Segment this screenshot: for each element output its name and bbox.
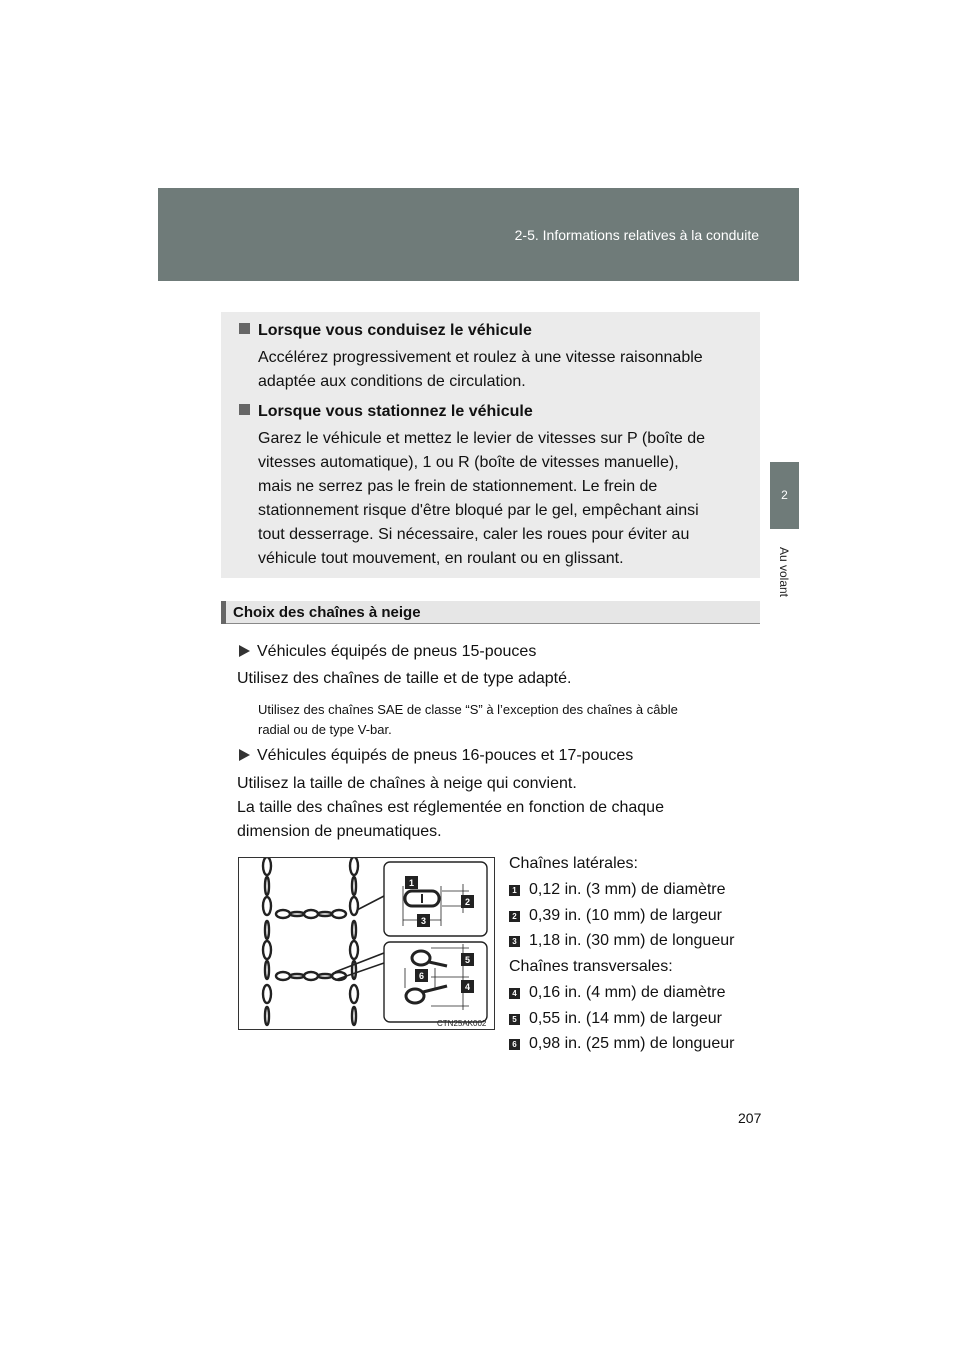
chapter-tab	[770, 462, 799, 529]
note-paragraph: Utilisez des chaînes SAE de classe “S” à l’exception des chaînes à câble radial ou de type V-bar.	[258, 702, 678, 737]
figure-code: CTN25AK002	[437, 1019, 487, 1028]
vehicle-type-bullet: Véhicules équipés de pneus 16-pouces et 17-pouces	[239, 747, 633, 765]
vehicle-type-bullet: Véhicules équipés de pneus 15-pouces	[239, 643, 536, 661]
spec-item: 4 0,16 in. (4 mm) de diamètre	[509, 984, 726, 1002]
page-number: 207	[738, 1110, 762, 1126]
number-badge: 1	[509, 885, 520, 896]
info-item-text: Accélérez progressivement et roulez à une vitesse raisonnable adaptée aux conditions de circulation.	[258, 349, 703, 390]
spec-item: 2 0,39 in. (10 mm) de largeur	[509, 907, 722, 925]
spec-item: 6 0,98 in. (25 mm) de longueur	[509, 1035, 734, 1053]
body-paragraph: La taille des chaînes est réglementée en fonction de chaque dimension de pneumatiques.	[237, 799, 664, 840]
number-badge: 3	[509, 936, 520, 947]
number-badge: 4	[509, 988, 520, 999]
square-bullet-icon	[239, 404, 250, 415]
snow-chain-illustration	[238, 857, 495, 1030]
spec-group-title: Chaînes latérales:	[509, 855, 638, 872]
number-badge: 6	[509, 1039, 520, 1050]
section-header-band	[158, 188, 799, 281]
callout-4: 4	[464, 982, 471, 992]
triangle-bullet-icon	[239, 645, 250, 657]
spec-group-title: Chaînes transversales:	[509, 958, 673, 975]
body-paragraph: Utilisez des chaînes de taille et de type adapté.	[237, 670, 572, 687]
section-header-title: 2-5. Informations relatives à la conduite	[514, 227, 759, 243]
callout-2: 2	[464, 897, 471, 907]
info-item-title: Lorsque vous conduisez le véhicule	[239, 322, 532, 340]
info-item-text: Garez le véhicule et mettez le levier de vitesses sur P (boîte de vitesses automatique), 1 ou R (boîte de vitesses manuelle), mais ne serrez pas le frein de stationnement. Le frein de stationnement risque d'être bloqué par le gel, empêchant ainsi tout desserrage. Si nécessaire, caler les roues pour éviter au véhicule tout mouvement, en roulant ou en glissant.	[258, 430, 706, 567]
spec-item: 3 1,18 in. (30 mm) de longueur	[509, 932, 734, 950]
chapter-number: 2	[781, 488, 788, 502]
callout-5: 5	[464, 955, 471, 965]
spec-item: 5 0,55 in. (14 mm) de largeur	[509, 1010, 722, 1028]
info-item-title: Lorsque vous stationnez le véhicule	[239, 403, 533, 421]
spec-item: 1 0,12 in. (3 mm) de diamètre	[509, 881, 726, 899]
callout-6: 6	[418, 971, 425, 981]
callout-1: 1	[408, 878, 415, 888]
chain-diagram	[239, 858, 494, 1029]
number-badge: 2	[509, 911, 520, 922]
triangle-bullet-icon	[239, 749, 250, 761]
chapter-label: Au volant	[777, 546, 791, 598]
callout-3: 3	[420, 916, 427, 926]
body-paragraph: Utilisez la taille de chaînes à neige qui convient.	[237, 775, 577, 792]
section-title: Choix des chaînes à neige	[233, 604, 421, 621]
square-bullet-icon	[239, 323, 250, 334]
number-badge: 5	[509, 1014, 520, 1025]
section-title-bar	[221, 601, 760, 624]
info-box	[221, 312, 760, 578]
